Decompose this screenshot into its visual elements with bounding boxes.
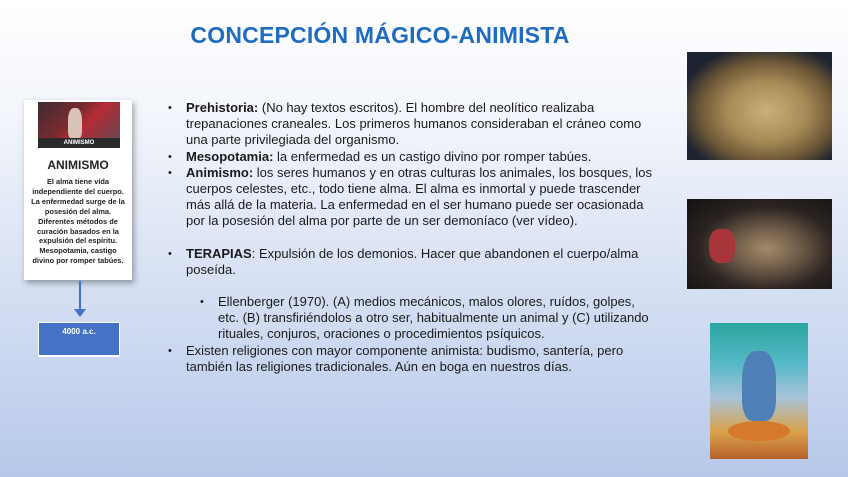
skull-image	[687, 52, 832, 160]
voodoo-doll-image	[687, 199, 832, 289]
spacer	[166, 278, 656, 294]
shiva-image	[710, 323, 808, 459]
bullet-animismo: • Animismo: los seres humanos y en otras culturas los animales, los bosques, los cuerpos celestes, etc., todo tiene alma. El alma es inmortal y puede trascender más allá de la materia. La enfermedad en el ser humano puede ser ocasionada por la posesión del alma por parte de un ser demoníaco (ver vídeo).	[168, 164, 653, 229]
bullet-religiones: • Existen religiones con mayor componente animista: budismo, santería, pero también las religiones tradicionales. Aún en boga en nuestros días.	[168, 342, 624, 374]
bullet-terapias: • TERAPIAS: Expulsión de los demonios. Hacer que abandonen el cuerpo/alma poseída.	[168, 245, 639, 277]
spacer	[166, 230, 656, 246]
bullet-content	[166, 100, 656, 375]
bullet-icon: •	[168, 102, 172, 114]
bullet-icon: •	[200, 296, 204, 309]
slide-title: CONCEPCIÓN MÁGICO-ANIMISTA	[190, 22, 570, 48]
card-heading: ANIMISMO	[47, 158, 109, 172]
sub-bullet-ellenberger: • Ellenberger (1970). (A) medios mecánicos, malos olores, ruídos, golpes, etc. (B) transfiriéndolos a otro ser, habitualmente un animal y (C) utilizando rituales, conjuros, oraciones o procedimientos psíquicos.	[200, 294, 649, 342]
timeline-arrow-line	[79, 281, 81, 311]
bullet-icon: •	[168, 247, 172, 260]
timeline-arrow-head	[74, 309, 86, 317]
bullet-icon: •	[168, 150, 172, 163]
bullet-prehistoria: • Prehistoria: (No hay textos escritos). El hombre del neolítico realizaba trepanaciones craneales. Los primeros humanos consideraban el cráneo como una parte privilegiada del organismo.	[168, 100, 642, 148]
bullet-mesopotamia: • Mesopotamia: la enfermedad es un castigo divino por romper tabúes.	[168, 148, 592, 164]
date-box: 4000 a.c.	[38, 322, 120, 356]
bullet-icon: •	[168, 344, 172, 357]
card-body: El alma tiene vida independiente del cuerpo. La enfermedad surge de la posesión del alma. Diferentes métodos de curación basados en la expulsión del espíritu. Mesopotamia, castigo divino por romper tabúes.	[31, 177, 125, 266]
animismo-card	[24, 100, 132, 280]
bullet-icon: •	[168, 166, 172, 179]
animismo-image-label: ANIMISMO	[38, 138, 120, 148]
